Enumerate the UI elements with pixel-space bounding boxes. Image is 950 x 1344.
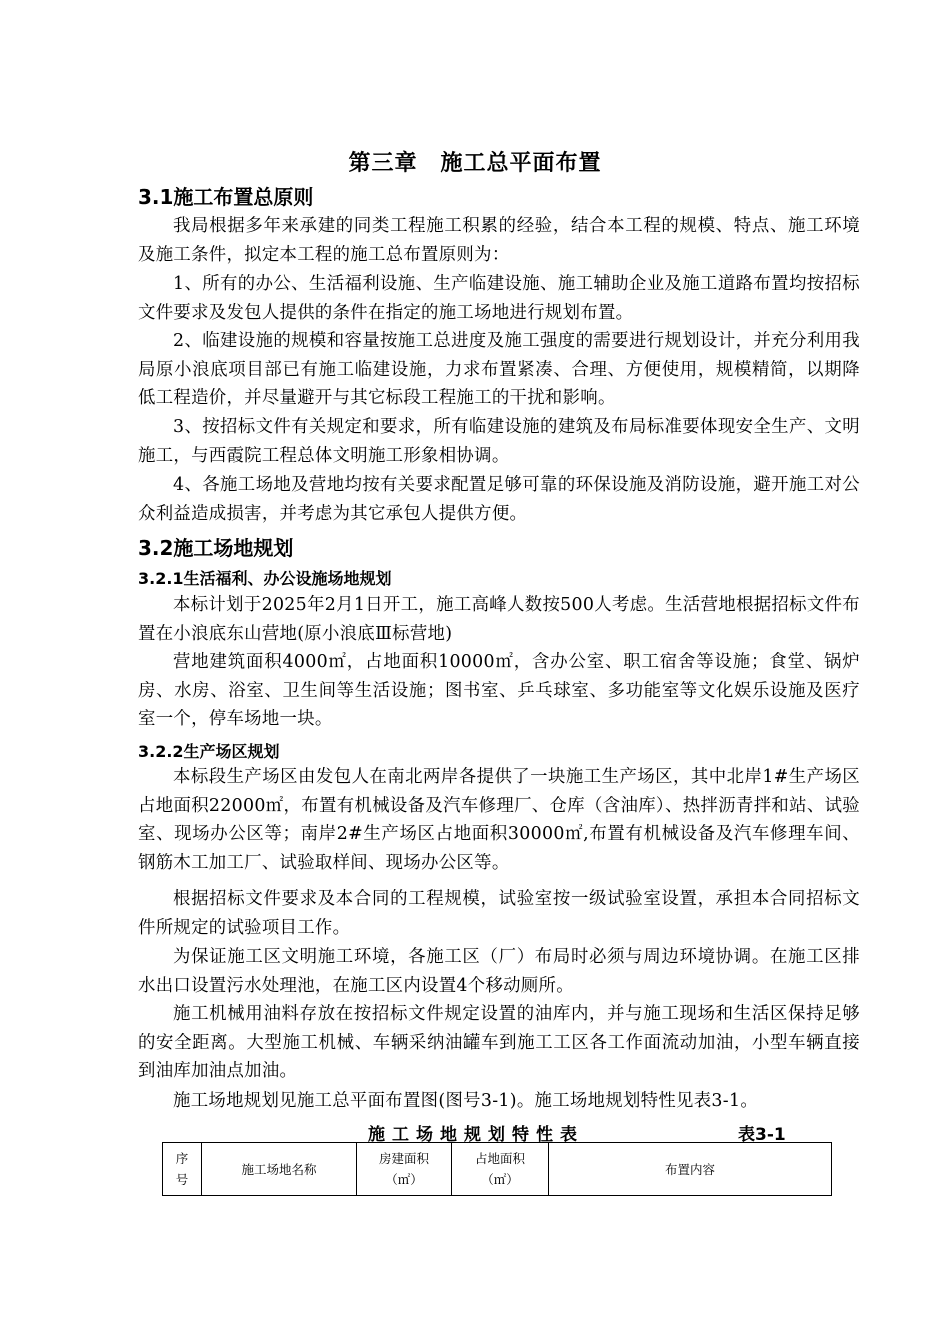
header-land-area bbox=[452, 1143, 549, 1196]
paragraph: 1、所有的办公、生活福利设施、生产临建设施、施工辅助企业及施工道路布置均按招标文件要求及发包人提供的条件在指定的施工场地进行规划布置。 bbox=[138, 274, 860, 323]
section-heading-3-1: 3.1施工布置总原则 bbox=[138, 185, 314, 209]
header-text: 序 bbox=[175, 1151, 189, 1166]
section-heading-3-2: 3.2施工场地规划 bbox=[138, 536, 294, 560]
chapter-title: 第三章 施工总平面布置 bbox=[348, 151, 602, 176]
header-unit: （㎡） bbox=[385, 1172, 423, 1187]
header-text: 占地面积 bbox=[474, 1151, 525, 1166]
paragraph: 本标计划于2025年2月1日开工，施工高峰人数按500人考虑。生活营地根据招标文件布置在小浪底东山营地(原小浪底Ⅲ标营地) bbox=[138, 595, 860, 644]
paragraph: 2、临建设施的规模和容量按施工总进度及施工强度的需要进行规划设计，并充分利用我局原小浪底项目部已有施工临建设施，力求布置紧凑、合理、方便使用，规模精简，以期降低工程造价，并尽量避开与其它标段工程施工的干扰和影响。 bbox=[138, 331, 860, 409]
paragraph: 本标段生产场区由发包人在南北两岸各提供了一块施工生产场区，其中北岸1#生产场区占地面积22000㎡，布置有机械设备及汽车修理厂、仓库（含油库）、热拌沥青拌和站、试验室、现场办公区等；南岸2#生产场区占地面积30000㎡,布置有机械设备及汽车修理车间、钢筋木工加工厂、试验取样间、现场办公区等。 bbox=[138, 767, 860, 874]
table-title: 施工场地规划特性表 bbox=[368, 1125, 584, 1145]
site-planning-table bbox=[162, 1142, 832, 1196]
header-site-name: 施工场地名称 bbox=[202, 1143, 357, 1196]
header-text: 房建面积 bbox=[378, 1151, 429, 1166]
header-text: 号 bbox=[175, 1172, 189, 1187]
header-layout-content: 布置内容 bbox=[549, 1143, 832, 1196]
header-unit: （㎡） bbox=[481, 1172, 519, 1187]
header-building-area bbox=[357, 1143, 452, 1196]
paragraph: 根据招标文件要求及本合同的工程规模，试验室按一级试验室设置，承担本合同招标文件所规定的试验项目工作。 bbox=[138, 889, 860, 938]
table-number: 表3-1 bbox=[738, 1125, 786, 1145]
header-serial-number bbox=[163, 1143, 202, 1196]
subsection-heading-3-2-1: 3.2.1生活福利、办公设施场地规划 bbox=[138, 569, 392, 588]
paragraph: 4、各施工场地及营地均按有关要求配置足够可靠的环保设施及消防设施，避开施工对公众利益造成损害，并考虑为其它承包人提供方便。 bbox=[138, 475, 860, 524]
subsection-heading-3-2-2: 3.2.2生产场区规划 bbox=[138, 742, 280, 761]
paragraph: 营地建筑面积4000㎡，占地面积10000㎡，含办公室、职工宿舍等设施；食堂、锅炉房、水房、浴室、卫生间等生活设施；图书室、乒乓球室、多功能室等文化娱乐设施及医疗室一个，停车场地一块。 bbox=[138, 652, 860, 730]
paragraph: 3、按招标文件有关规定和要求，所有临建设施的建筑及布局标准要体现安全生产、文明施工，与西霞院工程总体文明施工形象相协调。 bbox=[138, 417, 860, 466]
paragraph: 我局根据多年来承建的同类工程施工积累的经验，结合本工程的规模、特点、施工环境及施工条件，拟定本工程的施工总布置原则为： bbox=[138, 216, 860, 265]
paragraph: 施工场地规划见施工总平面布置图(图号3-1)。施工场地规划特性见表3-1。 bbox=[173, 1091, 759, 1111]
paragraph: 施工机械用油料存放在按招标文件规定设置的油库内，并与施工现场和生活区保持足够的安全距离。大型施工机械、车辆采纳油罐车到施工工区各工作面流动加油，小型车辆直接到油库加油点加油。 bbox=[138, 1004, 860, 1082]
paragraph: 为保证施工区文明施工环境，各施工区（厂）布局时必须与周边环境协调。在施工区排水出口设置污水处理池，在施工区内设置4个移动厕所。 bbox=[138, 947, 860, 996]
table-header-row bbox=[163, 1143, 832, 1196]
